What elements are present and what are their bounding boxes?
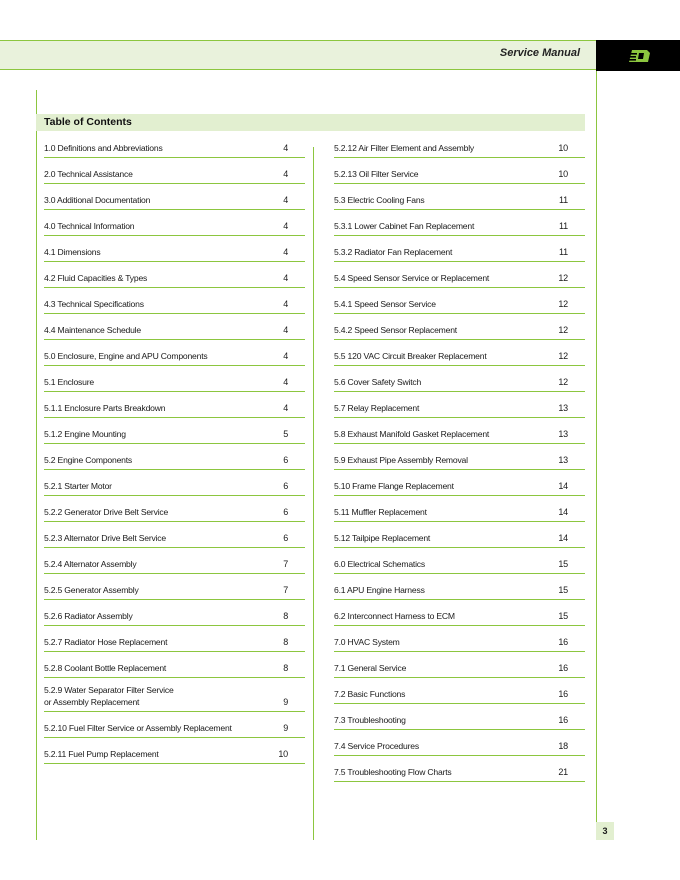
toc-entry-title: 5.1 Enclosure <box>44 377 94 387</box>
toc-entry-page: 15 <box>558 611 568 621</box>
toc-entry-title: 5.2.11 Fuel Pump Replacement <box>44 749 159 759</box>
toc-entry-title: 7.3 Troubleshooting <box>334 715 406 725</box>
manual-title: Service Manual <box>499 47 580 59</box>
toc-entry[interactable] <box>44 210 305 236</box>
toc-entry-page: 12 <box>558 273 568 283</box>
toc-entry-title: 5.2.4 Alternator Assembly <box>44 559 137 569</box>
toc-entry-page: 21 <box>558 767 568 777</box>
toc-entry-title: 5.1.2 Engine Mounting <box>44 429 126 439</box>
toc-entry[interactable] <box>44 314 305 340</box>
toc-entry-page: 16 <box>558 689 568 699</box>
toc-entry-title: 5.2 Engine Components <box>44 455 133 465</box>
toc-entry[interactable] <box>334 158 585 184</box>
toc-entry-title: 4.1 Dimensions <box>44 247 101 257</box>
toc-entry-title: 5.2.1 Starter Motor <box>44 481 112 491</box>
toc-entry-title: 1.0 Definitions and Abbreviations <box>44 143 163 153</box>
toc-entry-page: 8 <box>283 663 288 673</box>
toc-entry-title: 5.2.5 Generator Assembly <box>44 585 139 595</box>
toc-entry-page: 10 <box>558 169 568 179</box>
toc-entry[interactable] <box>334 288 585 314</box>
toc-entry[interactable] <box>44 496 305 522</box>
toc-entry[interactable] <box>44 262 305 288</box>
toc-entry[interactable] <box>334 548 585 574</box>
toc-entry[interactable] <box>334 730 585 756</box>
toc-entry-page: 12 <box>558 325 568 335</box>
toc-entry[interactable] <box>44 158 305 184</box>
toc-entry-page: 6 <box>283 533 288 543</box>
right-margin-line <box>596 71 597 840</box>
toc-entry-page: 5 <box>283 429 288 439</box>
toc-entry-title: 5.3.2 Radiator Fan Replacement <box>334 247 453 257</box>
toc-entry[interactable] <box>44 470 305 496</box>
toc-entry-title: 5.2.3 Alternator Drive Belt Service <box>44 533 166 543</box>
toc-entry[interactable] <box>334 340 585 366</box>
toc-entry-title: 5.2.8 Coolant Bottle Replacement <box>44 663 167 673</box>
toc-entry-title: 5.8 Exhaust Manifold Gasket Replacement <box>334 429 490 439</box>
toc-entry-page: 4 <box>283 247 288 257</box>
toc-entry[interactable] <box>334 210 585 236</box>
toc-entry-title: 5.4.1 Speed Sensor Service <box>334 299 436 309</box>
toc-entry-title: 6.0 Electrical Schematics <box>334 559 425 569</box>
toc-entry-page: 4 <box>283 273 288 283</box>
toc-entry[interactable] <box>44 574 305 600</box>
toc-entry-page: 13 <box>558 403 568 413</box>
toc-entry-title: 5.1.1 Enclosure Parts Breakdown <box>44 403 166 413</box>
toc-entry[interactable] <box>334 314 585 340</box>
toc-entry-page: 7 <box>283 585 288 595</box>
toc-entry-page: 6 <box>283 507 288 517</box>
toc-entry[interactable] <box>334 132 585 158</box>
header-band <box>0 40 596 70</box>
toc-entry[interactable] <box>44 522 305 548</box>
toc-entry-page: 16 <box>558 663 568 673</box>
toc-entry[interactable] <box>334 574 585 600</box>
toc-entry-page: 15 <box>558 585 568 595</box>
toc-entry[interactable] <box>334 418 585 444</box>
toc-entry-page: 18 <box>558 741 568 751</box>
toc-entry[interactable] <box>44 132 305 158</box>
toc-entry-title: 3.0 Additional Documentation <box>44 195 151 205</box>
toc-entry-page: 6 <box>283 455 288 465</box>
toc-entry-page: 14 <box>558 507 568 517</box>
toc-entry-title: 4.4 Maintenance Schedule <box>44 325 141 335</box>
toc-entry[interactable] <box>334 522 585 548</box>
toc-entry-title: 5.10 Frame Flange Replacement <box>334 481 454 491</box>
toc-entry-page: 9 <box>283 723 288 733</box>
toc-entry-page: 14 <box>558 533 568 543</box>
toc-entry-title: 5.4 Speed Sensor Service or Replacement <box>334 273 490 283</box>
toc-entry-title: 4.3 Technical Specifications <box>44 299 144 309</box>
toc-entry[interactable] <box>334 678 585 704</box>
toc-entry[interactable] <box>334 626 585 652</box>
toc-entry-page: 10 <box>558 143 568 153</box>
toc-entry-page: 7 <box>283 559 288 569</box>
toc-entry-page: 11 <box>559 221 568 231</box>
toc-entry-title: 7.0 HVAC System <box>334 637 400 647</box>
toc-entry[interactable] <box>334 496 585 522</box>
toc-entry-page: 4 <box>283 195 288 205</box>
brand-logo-icon <box>625 49 651 63</box>
toc-entry[interactable] <box>44 418 305 444</box>
toc-entry-page: 14 <box>558 481 568 491</box>
toc-entry-title: 5.12 Tailpipe Replacement <box>334 533 431 543</box>
toc-entry-page: 9 <box>283 697 288 707</box>
toc-entry[interactable] <box>44 288 305 314</box>
toc-entry-page: 11 <box>559 195 568 205</box>
toc-entry-title: 5.2.7 Radiator Hose Replacement <box>44 637 168 647</box>
toc-entry-page: 4 <box>283 221 288 231</box>
toc-entry-page: 13 <box>558 429 568 439</box>
toc-entry-title: 5.0 Enclosure, Engine and APU Components <box>44 351 208 361</box>
toc-entry-title: 5.2.12 Air Filter Element and Assembly <box>334 143 474 153</box>
toc-entry[interactable] <box>334 756 585 782</box>
toc-entry-page: 4 <box>283 299 288 309</box>
toc-heading-bar <box>36 114 585 131</box>
page-number: 3 <box>596 822 614 840</box>
toc-entry-page: 8 <box>283 611 288 621</box>
toc-heading: Table of Contents <box>44 116 132 128</box>
toc-entry[interactable] <box>44 600 305 626</box>
toc-entry-page: 4 <box>283 351 288 361</box>
toc-entry-page: 12 <box>558 351 568 361</box>
toc-entry-title: 5.2.2 Generator Drive Belt Service <box>44 507 169 517</box>
toc-entry-page: 4 <box>283 403 288 413</box>
toc-entry-title: 5.2.13 Oil Filter Service <box>334 169 419 179</box>
toc-entry-page: 15 <box>558 559 568 569</box>
toc-entry-title: 6.2 Interconnect Harness to ECM <box>334 611 455 621</box>
toc-entry-title: 5.11 Muffler Replacement <box>334 507 427 517</box>
toc-entry[interactable] <box>44 340 305 366</box>
toc-entry[interactable] <box>334 444 585 470</box>
toc-entry[interactable] <box>334 236 585 262</box>
toc-entry[interactable] <box>44 712 305 738</box>
toc-entry-title: 5.5 120 VAC Circuit Breaker Replacement <box>334 351 487 361</box>
column-divider-line <box>313 147 314 840</box>
toc-entry-page: 12 <box>558 377 568 387</box>
toc-entry-page: 4 <box>283 143 288 153</box>
toc-entry-title: 5.3.1 Lower Cabinet Fan Replacement <box>334 221 475 231</box>
toc-entry-title: 6.1 APU Engine Harness <box>334 585 425 595</box>
left-margin-line <box>36 90 37 840</box>
toc-entry-title: 4.2 Fluid Capacities & Types <box>44 273 148 283</box>
toc-entry-title: 5.3 Electric Cooling Fans <box>334 195 425 205</box>
toc-entry[interactable] <box>334 392 585 418</box>
toc-entry-title: 7.4 Service Procedures <box>334 741 419 751</box>
toc-entry-page: 6 <box>283 481 288 491</box>
toc-entry-title: 5.9 Exhaust Pipe Assembly Removal <box>334 455 468 465</box>
toc-entry-page: 12 <box>558 299 568 309</box>
toc-entry-title: 5.2.10 Fuel Filter Service or Assembly Replacement <box>44 723 232 733</box>
toc-entry[interactable] <box>334 652 585 678</box>
toc-entry[interactable] <box>334 470 585 496</box>
toc-entry[interactable] <box>334 366 585 392</box>
toc-entry[interactable] <box>44 678 305 712</box>
toc-entry[interactable] <box>334 704 585 730</box>
toc-entry-page: 11 <box>559 247 568 257</box>
toc-entry-title: 5.4.2 Speed Sensor Replacement <box>334 325 457 335</box>
toc-entry[interactable] <box>44 652 305 678</box>
toc-entry-title: 7.1 General Service <box>334 663 407 673</box>
toc-entry-page: 16 <box>558 637 568 647</box>
toc-entry-title: 2.0 Technical Assistance <box>44 169 133 179</box>
toc-entry[interactable] <box>44 236 305 262</box>
toc-entry-title: 5.2.6 Radiator Assembly <box>44 611 133 621</box>
toc-entry[interactable] <box>334 600 585 626</box>
toc-entry[interactable] <box>44 366 305 392</box>
toc-entry[interactable] <box>44 738 305 764</box>
toc-entry[interactable] <box>44 392 305 418</box>
toc-entry-title: 7.5 Troubleshooting Flow Charts <box>334 767 452 777</box>
toc-entry-page: 4 <box>283 169 288 179</box>
toc-entry[interactable] <box>44 626 305 652</box>
toc-entry[interactable] <box>334 184 585 210</box>
toc-entry-title: 5.6 Cover Safety Switch <box>334 377 422 387</box>
toc-entry-page: 16 <box>558 715 568 725</box>
toc-entry-title: 4.0 Technical Information <box>44 221 135 231</box>
toc-entry[interactable] <box>334 262 585 288</box>
toc-entry-page: 8 <box>283 637 288 647</box>
brand-logo <box>596 40 680 71</box>
toc-entry-page: 4 <box>283 325 288 335</box>
toc-entry[interactable] <box>44 548 305 574</box>
toc-entry-title: 5.2.9 Water Separator Filter Service or Assembly Replacement <box>44 685 174 707</box>
toc-entry-page: 13 <box>558 455 568 465</box>
toc-entry-title: 7.2 Basic Functions <box>334 689 406 699</box>
toc-entry[interactable] <box>44 444 305 470</box>
toc-entry-title: 5.7 Relay Replacement <box>334 403 420 413</box>
toc-entry-page: 10 <box>278 749 288 759</box>
toc-entry-page: 4 <box>283 377 288 387</box>
toc-entry[interactable] <box>44 184 305 210</box>
